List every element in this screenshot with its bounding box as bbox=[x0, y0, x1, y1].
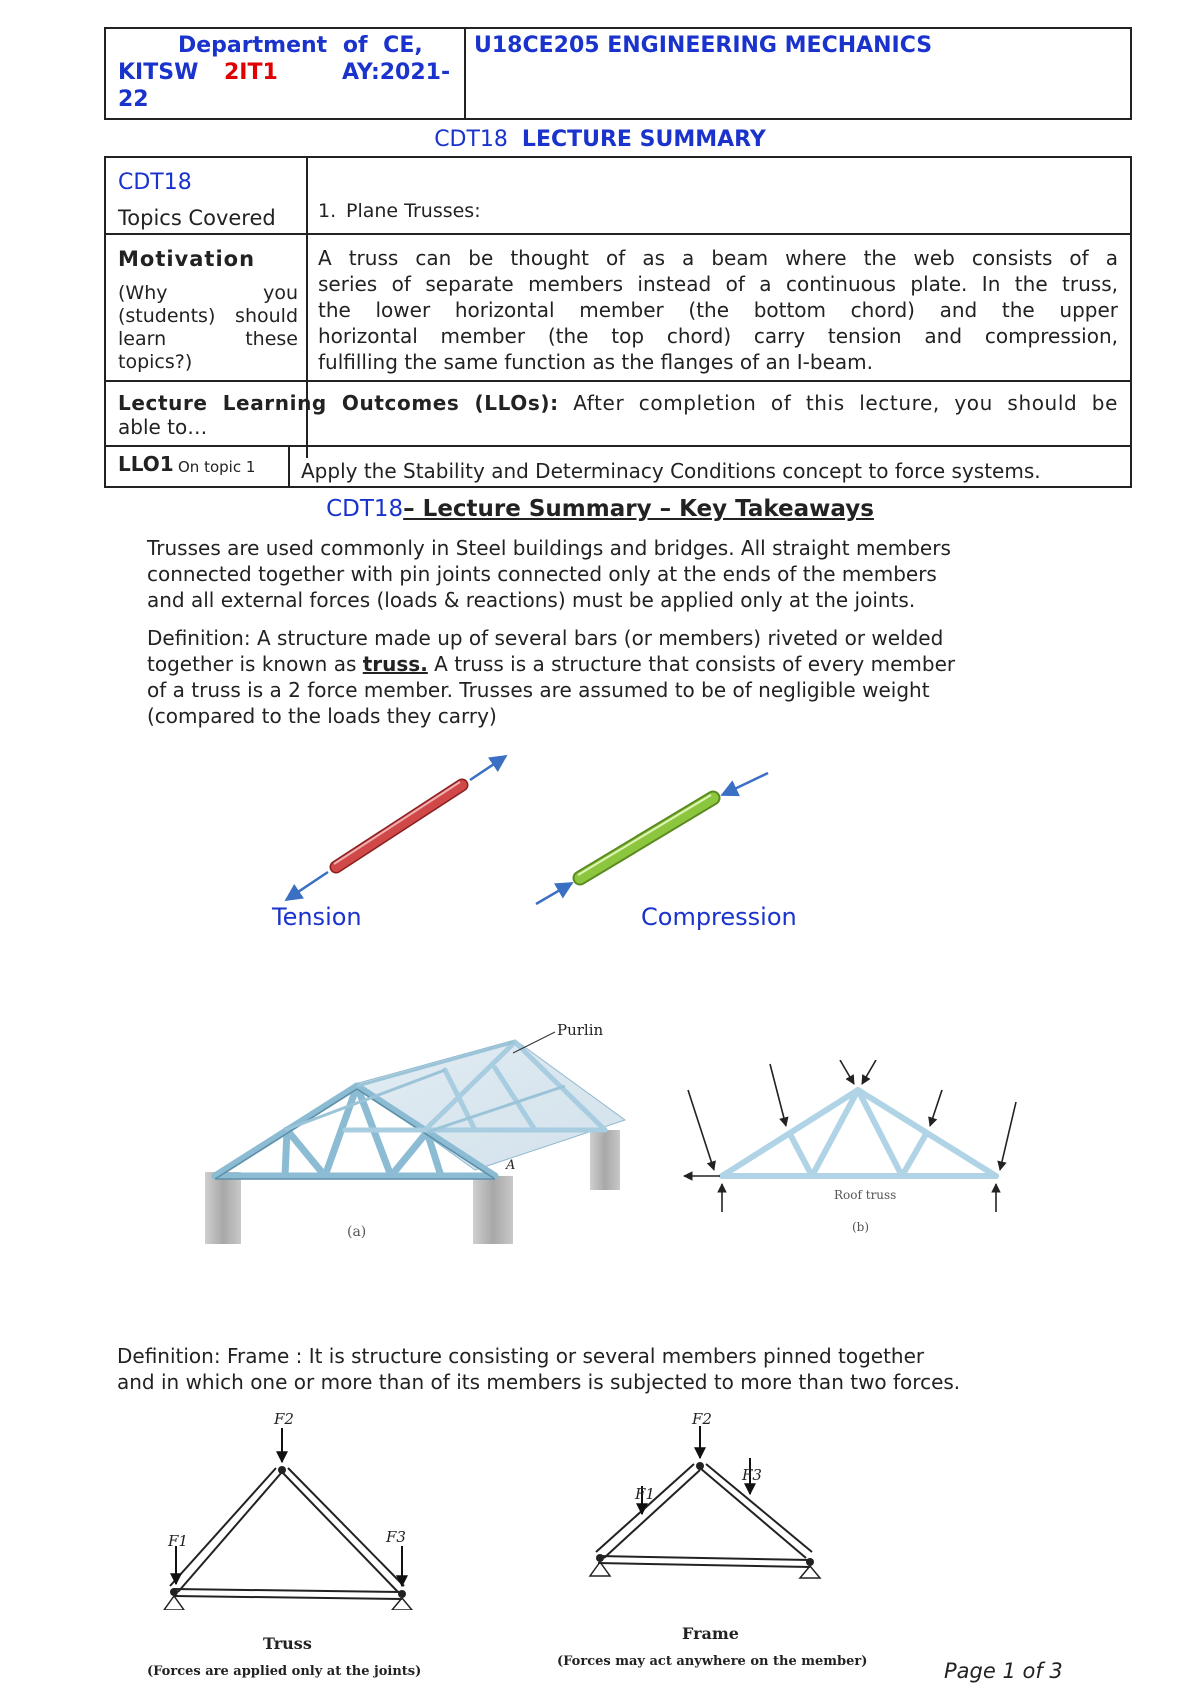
summary-title bbox=[0, 127, 1200, 152]
summary-code: CDT18 bbox=[434, 127, 508, 152]
divider-llo1 bbox=[288, 445, 290, 486]
llo1-topic: On topic 1 bbox=[178, 458, 256, 476]
takeaways-title bbox=[0, 496, 1200, 522]
truss-term: truss. bbox=[362, 652, 428, 676]
frame-f3: F3 bbox=[742, 1466, 762, 1484]
motivation-text-4: horizontal member (the top chord) carry tension and compression, bbox=[318, 324, 1118, 348]
summary-table bbox=[104, 156, 1132, 488]
llo-intro-2: able to… bbox=[118, 415, 208, 439]
compression-arrow-right bbox=[722, 773, 768, 795]
takeaway-line-3: and all external forces (loads & reactions) must be applied only at the joints. bbox=[147, 588, 916, 612]
frame-def-line-1: Definition: Frame : It is structure consisting or several members pinned together bbox=[117, 1344, 925, 1368]
llo1-label: LLO1 bbox=[118, 452, 174, 476]
purlin-label: Purlin bbox=[557, 1021, 604, 1039]
compression-member bbox=[536, 773, 768, 904]
frame-diagram bbox=[580, 1410, 860, 1600]
tension-member bbox=[286, 756, 506, 900]
figure-a-label: (a) bbox=[347, 1224, 367, 1240]
truss-diagram bbox=[140, 1410, 440, 1610]
truss-def-line-4: (compared to the loads they carry) bbox=[147, 704, 497, 728]
dept-line1: Department of CE, bbox=[178, 33, 423, 58]
compression-caption: Compression bbox=[641, 903, 797, 931]
truss-f2: F2 bbox=[274, 1410, 294, 1428]
dept-class: 2IT1 bbox=[224, 60, 278, 85]
tension-compression-figure bbox=[0, 740, 1200, 940]
truss-note: (Forces are applied only at the joints) bbox=[147, 1664, 422, 1679]
tension-caption: Tension bbox=[272, 903, 362, 931]
header-box bbox=[104, 27, 1132, 120]
motivation-sub-1: (Why you bbox=[118, 282, 298, 304]
topics-label: Topics Covered bbox=[118, 206, 276, 230]
motivation-sub-4: topics?) bbox=[118, 351, 193, 373]
dept-ay: AY:2021- bbox=[342, 60, 451, 85]
truss-definition bbox=[147, 625, 1067, 729]
table-code: CDT18 bbox=[118, 170, 192, 195]
divider-row1 bbox=[106, 233, 1130, 235]
frame-note: (Forces may act anywhere on the member) bbox=[557, 1654, 868, 1669]
frame-f1: F1 bbox=[635, 1485, 655, 1503]
llo1-text: Apply the Stability and Determinacy Conditions concept to force systems. bbox=[301, 459, 1041, 483]
department-cell bbox=[106, 29, 466, 118]
llo-intro-line1 bbox=[118, 390, 1118, 416]
tension-arrow-right bbox=[470, 756, 506, 780]
dept-kitsw: KITSW bbox=[118, 60, 199, 85]
roof-truss-3d-figure bbox=[195, 1020, 655, 1250]
compression-arrow-left bbox=[536, 883, 572, 904]
truss-def-pre: together is known as bbox=[147, 652, 363, 676]
divider-row3 bbox=[106, 445, 1130, 447]
llo-intro-1: After completion of this lecture, you should be bbox=[573, 391, 1118, 415]
takeaway-line-2: connected together with pin joints connected only at the ends of the members bbox=[147, 562, 937, 586]
page-number: Page 1 of 3 bbox=[944, 1659, 1063, 1683]
motivation-label: Motivation bbox=[118, 247, 256, 271]
motivation-text-5: fulfilling the same function as the flanges of an I-beam. bbox=[318, 350, 873, 374]
frame-definition bbox=[117, 1343, 1077, 1395]
motivation-text-3: the lower horizontal member (the bottom chord) and the upper bbox=[318, 298, 1118, 322]
llo-heading: Lecture Learning Outcomes (LLOs): bbox=[118, 391, 559, 415]
truss-f3: F3 bbox=[386, 1528, 406, 1546]
roof-truss-label: Roof truss bbox=[834, 1188, 897, 1202]
motivation-text-2: series of separate members instead of a continuous plate. In the truss, bbox=[318, 272, 1118, 296]
truss-f1: F1 bbox=[168, 1532, 188, 1550]
figure-b-label: (b) bbox=[852, 1220, 870, 1234]
takeaways-code: CDT18 bbox=[326, 496, 404, 522]
takeaways-text: – Lecture Summary – Key Takeaways bbox=[403, 496, 874, 522]
divider-row2 bbox=[106, 380, 1130, 382]
truss-def-line-2 bbox=[147, 651, 1067, 677]
topic-item: Plane Trusses: bbox=[346, 200, 481, 222]
truss-def-line-1: Definition: A structure made up of several bars (or members) riveted or welded bbox=[147, 626, 944, 650]
motivation-sub-2: (students) should bbox=[118, 305, 298, 327]
motivation-text-1: A truss can be thought of as a beam where the web consists of a bbox=[318, 246, 1118, 270]
tension-arrow-left bbox=[286, 872, 328, 900]
summary-text: LECTURE SUMMARY bbox=[521, 127, 766, 152]
topic-num: 1. bbox=[318, 200, 337, 222]
motivation-sub-3: learn these bbox=[118, 328, 298, 350]
truss-def-post: A truss is a structure that consists of every member bbox=[427, 652, 956, 676]
frame-caption: Frame bbox=[682, 1624, 739, 1643]
truss-caption: Truss bbox=[263, 1634, 312, 1653]
purlin-leader bbox=[513, 1032, 555, 1053]
truss-def-line-3: of a truss is a 2 force member. Trusses are assumed to be of negligible weight bbox=[147, 678, 930, 702]
takeaway-paragraph bbox=[147, 535, 1067, 613]
point-a-label: A bbox=[506, 1158, 516, 1173]
frame-f2: F2 bbox=[692, 1410, 712, 1428]
frame-def-line-2: and in which one or more than of its members is subjected to more than two forces. bbox=[117, 1370, 961, 1394]
takeaway-line-1: Trusses are used commonly in Steel buildings and bridges. All straight members bbox=[147, 536, 951, 560]
dept-year-end: 22 bbox=[118, 87, 149, 112]
course-title: U18CE205 ENGINEERING MECHANICS bbox=[474, 33, 933, 58]
